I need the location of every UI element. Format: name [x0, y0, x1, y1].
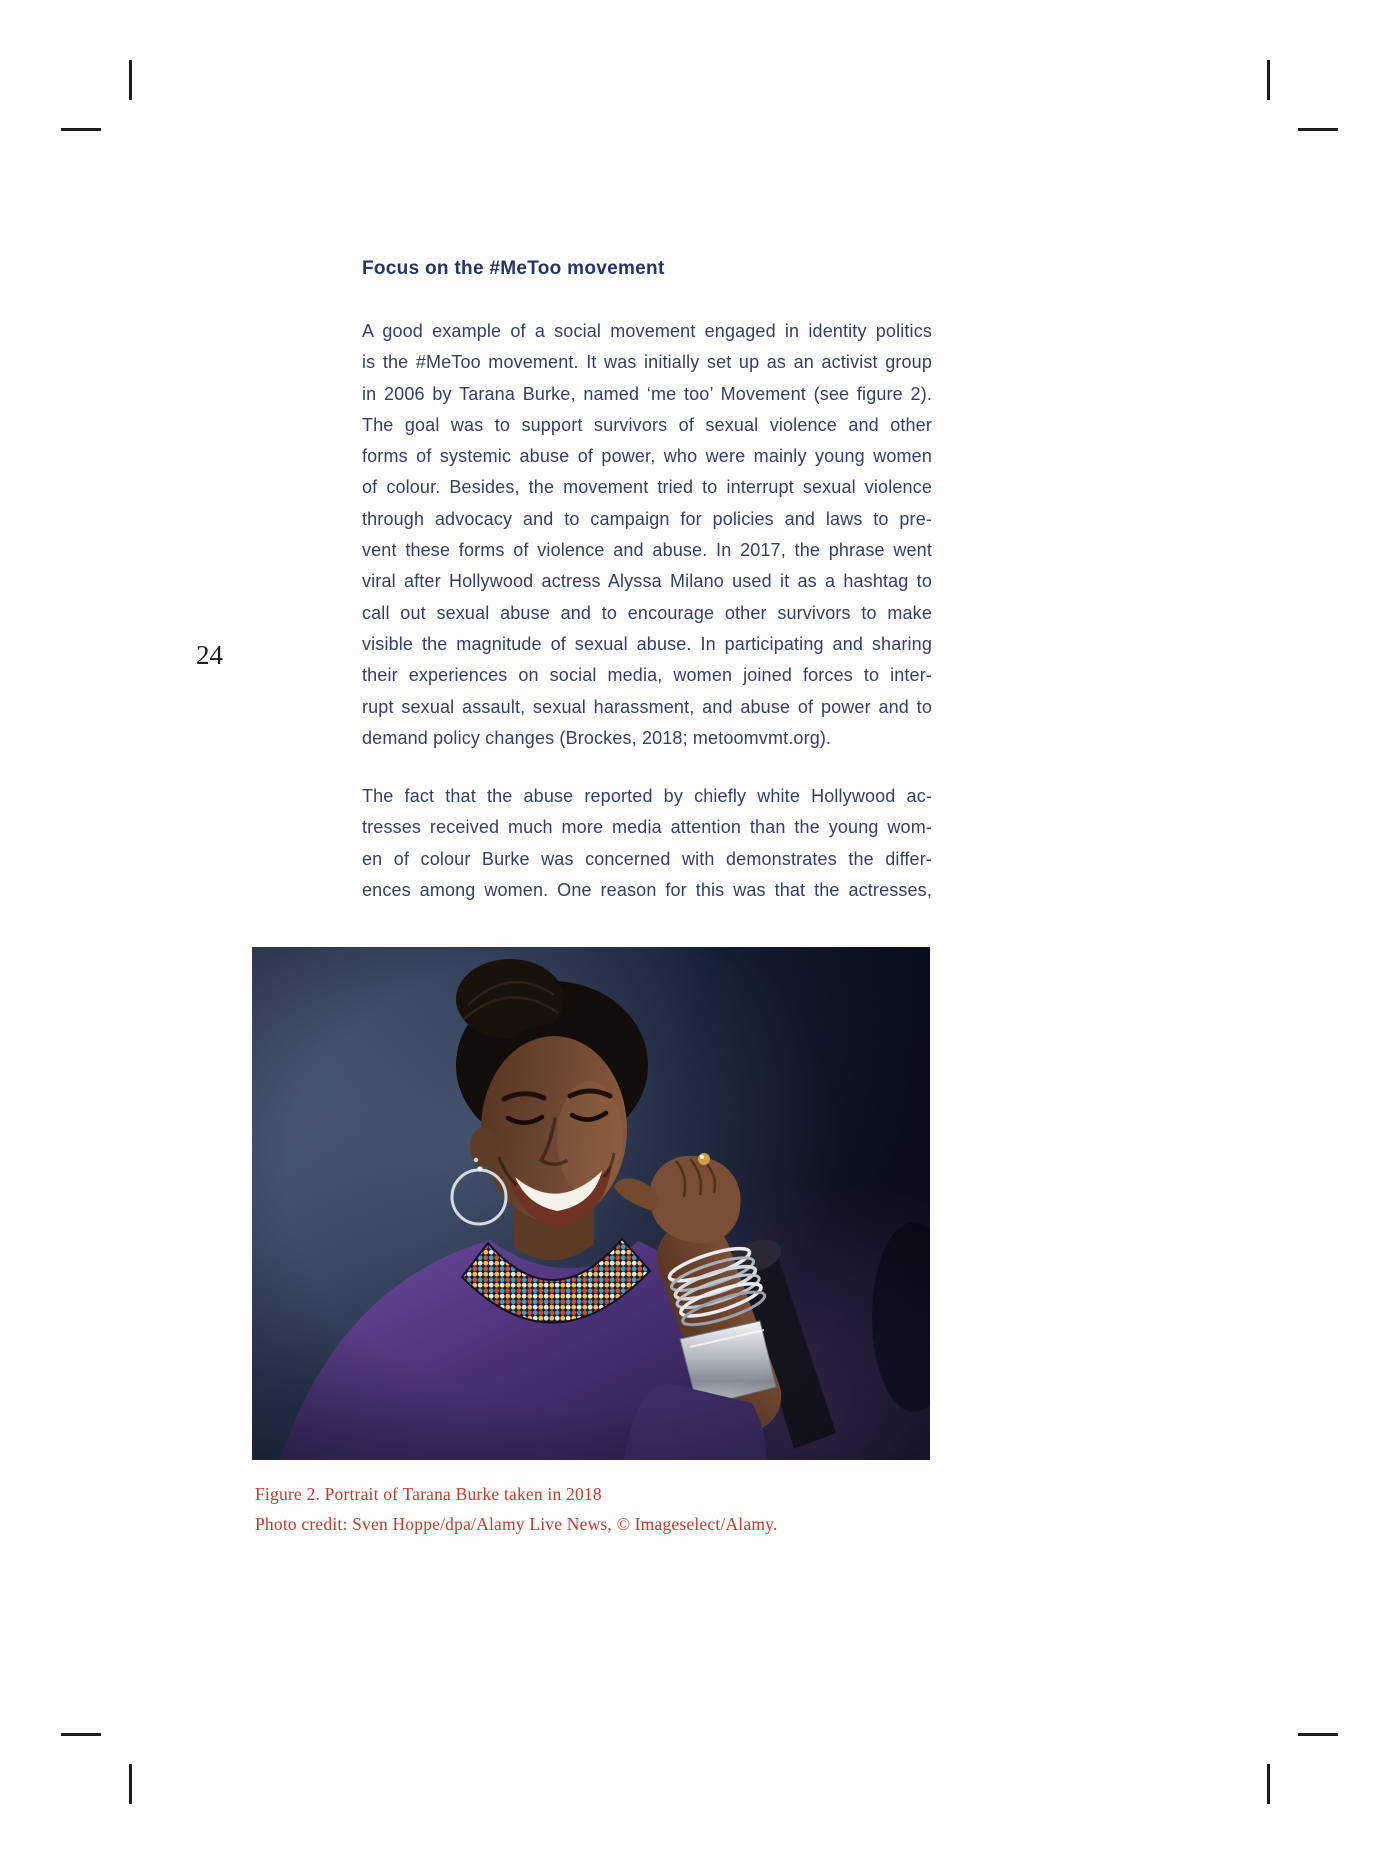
crop-mark: [1298, 128, 1338, 131]
text-line: viral after Hollywood actress Alyssa Milano used it as a hashtag to: [362, 571, 932, 592]
text-line: The goal was to support survivors of sexual violence and other: [362, 414, 932, 435]
crop-mark: [129, 1764, 132, 1804]
text-line: is the #MeToo movement. It was initially set up as an activist group: [362, 352, 932, 373]
crop-mark: [61, 128, 101, 131]
crop-mark: [1267, 1764, 1270, 1804]
text-line: of colour. Besides, the movement tried to interrupt sexual violence: [362, 477, 932, 498]
portrait-illustration: [252, 947, 930, 1460]
text-line: A good example of a social movement engaged in identity politics: [362, 321, 932, 341]
body-paragraph-2: [362, 781, 932, 906]
page-number: 24: [196, 640, 223, 670]
text-line: call out sexual abuse and to encourage other survivors to make: [362, 602, 932, 623]
text-line: The fact that the abuse reported by chiefly white Hollywood ac-: [362, 786, 932, 806]
figure-caption: [255, 1479, 935, 1539]
text-line: en of colour Burke was concerned with demonstrates the differ-: [362, 848, 932, 869]
crop-mark: [1298, 1733, 1338, 1736]
text-line: Photo credit: Sven Hoppe/dpa/Alamy Live News, © Imageselect/Alamy.: [255, 1514, 778, 1534]
crop-mark: [129, 60, 132, 100]
text-line: ences among women. One reason for this was that the actresses,: [362, 879, 932, 900]
photo-vignette: [252, 947, 930, 1460]
text-line: tresses received much more media attention than the young wom-: [362, 817, 932, 838]
body-paragraph-1: [362, 316, 932, 754]
text-line: Figure 2. Portrait of Tarana Burke taken in 2018: [255, 1484, 602, 1504]
text-line: visible the magnitude of sexual abuse. In participating and sharing: [362, 633, 932, 654]
text-line: rupt sexual assault, sexual harassment, and abuse of power and to: [362, 696, 932, 717]
figure-photo: [252, 947, 930, 1460]
text-line: demand policy changes (Brockes, 2018; metoomvmt.org).: [362, 727, 832, 748]
text-line: forms of systemic abuse of power, who were mainly young women: [362, 446, 932, 467]
text-line: in 2006 by Tarana Burke, named ‘me too’ Movement (see figure 2).: [362, 383, 932, 404]
text-line: vent these forms of violence and abuse. In 2017, the phrase went: [362, 540, 932, 561]
section-heading: Focus on the #MeToo movement: [362, 258, 665, 279]
crop-mark: [61, 1733, 101, 1736]
text-line: their experiences on social media, women joined forces to inter-: [362, 665, 932, 686]
text-line: through advocacy and to campaign for policies and laws to pre-: [362, 508, 932, 529]
crop-mark: [1267, 60, 1270, 100]
